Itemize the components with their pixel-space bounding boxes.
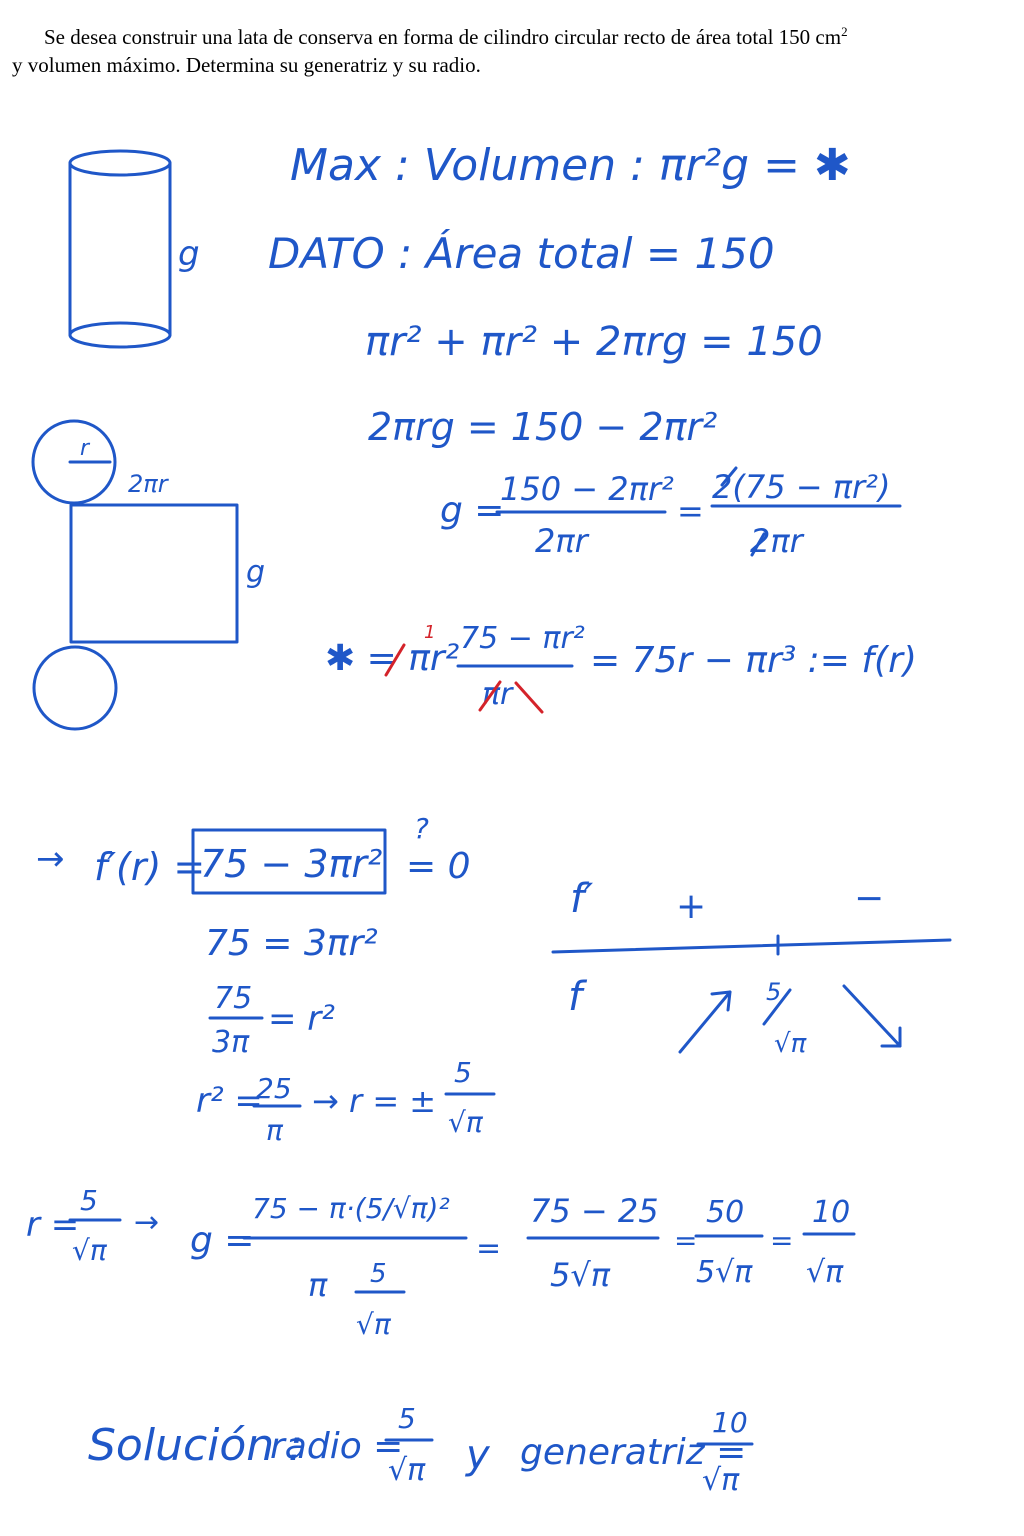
final-equals-b: =: [674, 1224, 698, 1257]
final-g-num: 75 − π·(5/√π)²: [252, 1192, 450, 1225]
f-prefix: ✱ = πr²: [325, 638, 460, 679]
sign-chart-plus: +: [676, 886, 707, 927]
sign-chart-increasing-arrow: [680, 992, 730, 1052]
y-word: y: [466, 1432, 490, 1478]
sign-chart-decreasing-arrow: [844, 986, 900, 1046]
generatriz-label: generatriz =: [520, 1432, 747, 1473]
solve-step-3-rnum: 5: [454, 1056, 472, 1089]
solve-step-3-rden: √π: [448, 1106, 483, 1139]
final-r-lhs: r =: [26, 1205, 80, 1245]
final-g-den-b-num: 5: [370, 1259, 387, 1289]
net-rectangle: [71, 505, 237, 642]
g-numerator-1: 150 − 2πr²: [500, 470, 674, 508]
radio-num: 5: [398, 1402, 416, 1435]
radio-den: √π: [388, 1453, 426, 1488]
net-label-g: g: [246, 555, 266, 590]
frac2-num: 75 − 25: [530, 1192, 659, 1230]
f-result: = 75r − πr³ := f(r): [590, 640, 917, 681]
cylinder-label-g: g: [178, 234, 200, 274]
derivative-block: [36, 812, 494, 1147]
isolate-equation: 2πrg = 150 − 2πr²: [368, 405, 718, 449]
radio-label: radio =: [270, 1426, 404, 1467]
cylinder-bottom: [70, 323, 170, 347]
frac4-den: √π: [806, 1255, 844, 1290]
generatriz-den: √π: [702, 1463, 740, 1498]
solve-step-1: 75 = 3πr²: [205, 923, 378, 964]
sign-chart-crit-den: √π: [774, 1029, 807, 1059]
g-prefix: g =: [440, 490, 505, 531]
derivative-arrow: →: [36, 839, 65, 879]
derivative-label: f′(r) =: [94, 845, 206, 889]
g-equals-1: =: [677, 492, 704, 530]
problem-line-1: Se desea construir una lata de conserva en forma de cilindro circular recto de área total 150 cm: [44, 25, 842, 49]
f-denominator: πr: [482, 677, 513, 712]
final-r-num: 5: [80, 1184, 98, 1217]
final-g-den-b-den: √π: [356, 1308, 391, 1341]
solve-step-2-den: 3π: [212, 1025, 250, 1060]
frac4-num: 10: [812, 1195, 851, 1230]
net-label-r: r: [80, 436, 90, 461]
f-of-r-expression: [325, 621, 917, 712]
derivative-equals-zero: = 0: [406, 846, 471, 887]
solve-step-3-den: π: [266, 1114, 283, 1147]
net-label-2pir: 2πr: [128, 470, 168, 498]
final-equals-c: =: [770, 1224, 794, 1257]
generatriz-num: 10: [712, 1406, 748, 1439]
solve-step-3-lhs: r² =: [196, 1081, 263, 1121]
red-exponent-mark: 1: [424, 622, 436, 643]
frac2-den: 5√π: [550, 1256, 611, 1294]
frac3-den: 5√π: [696, 1255, 753, 1290]
problem-line-2: y volumen máximo. Determina su generatriz y su radio.: [12, 53, 481, 77]
derivative-question-mark: ?: [414, 812, 429, 845]
area-equation: πr² + πr² + 2πrg = 150: [365, 319, 823, 365]
solve-step-2-rhs: = r²: [268, 999, 335, 1039]
g-denominator-2: 2πr: [750, 522, 803, 560]
sign-chart: [553, 876, 950, 1059]
cylinder-top: [70, 151, 170, 175]
final-equals-a: =: [476, 1231, 502, 1266]
sign-chart-crit-num: 5: [766, 978, 782, 1006]
cylinder-diagram: [70, 151, 200, 347]
solution-line: [88, 1402, 752, 1498]
final-g-den-a: π: [308, 1266, 328, 1304]
solve-step-3-mid: → r = ±: [312, 1082, 437, 1120]
sign-chart-minus: −: [854, 878, 885, 919]
net-bottom-circle: [34, 647, 116, 729]
max-volume-line: Max : Volumen : πr²g = ✱: [290, 140, 851, 191]
solve-step-3-num: 25: [256, 1072, 292, 1105]
red-cancel-den-r: [516, 683, 542, 712]
g-numerator-2: 2(75 − πr²): [712, 468, 891, 506]
g-fraction-expression: [440, 468, 900, 560]
sign-chart-fprime: f′: [570, 876, 594, 922]
f-numerator: 75 − πr²: [460, 621, 585, 656]
final-computation: [26, 1184, 854, 1341]
solution-label: Solución :: [88, 1420, 303, 1471]
dato-line: DATO : Área total = 150: [268, 229, 775, 278]
final-g-lhs: g =: [190, 1220, 255, 1261]
sign-chart-axis: [553, 940, 950, 952]
g-denominator-1: 2πr: [535, 522, 588, 560]
derivative-box-text: 75 − 3πr²: [200, 842, 383, 886]
final-arrow: →: [134, 1205, 160, 1240]
frac3-num: 50: [706, 1195, 745, 1230]
problem-superscript: 2: [841, 24, 848, 39]
solve-step-2-num: 75: [214, 981, 253, 1016]
final-r-den: √π: [72, 1234, 107, 1267]
cylinder-net-diagram: [33, 421, 265, 729]
sign-chart-f: f: [568, 974, 583, 1020]
